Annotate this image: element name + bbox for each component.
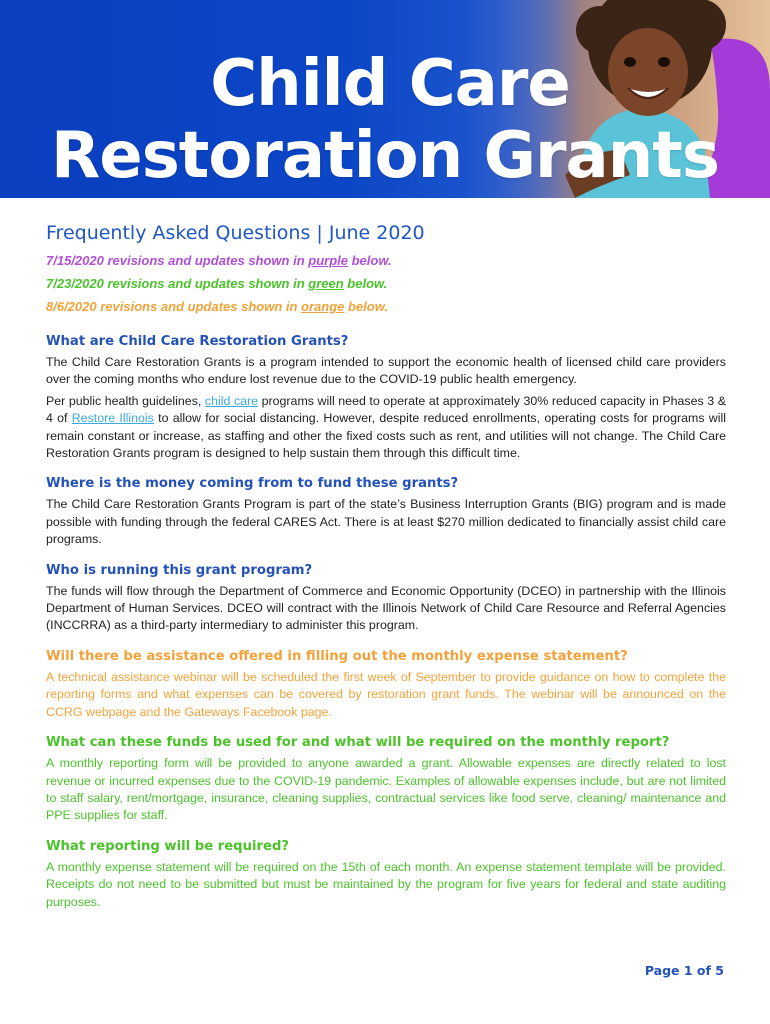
faq-content: [46, 222, 726, 915]
faq-question-2: Where is the money coming from to fund these grants?: [46, 476, 459, 492]
child-care-link[interactable]: child care: [204, 393, 259, 408]
faq-answer-5: A monthly reporting form will be provided to anyone awarded a grant. Allowable expenses are directly related to lost revenue or incurred expenses due to the COVID-19 pandemic. Examples of allowable expenses include, but are not limited to staff salary, rent/mortgage, insurance, cleaning supplies, contractual services like food serve, cleaning/ maintenance and PPE supplies for staff.: [46, 756, 726, 823]
page-number: Page 1 of 5: [644, 963, 724, 978]
title-line-2: Restoration Grants: [51, 119, 719, 193]
faq-answer-1-para-1: The Child Care Restoration Grants is a program intended to support the economic health of licensed child care providers over the coming months who endure lost revenue due to the COVID-19 public health emergency.: [46, 355, 726, 387]
faq-question-6: What reporting will be required?: [46, 838, 290, 854]
document-title: [0, 48, 770, 192]
faq-answer-1-para-2: Per public health guidelines, child care programs will need to operate at approximately 30% reduced capacity in Phases 3 & 4 of Restore Illinois to allow for social distancing. However, despite reduced enrollments, operating costs for programs will remain constant or increase, as staffing and other the fixed costs such as rent, and utilities will not change. The Child Care Restoration Grants program is designed to help sustain them through this difficult time.: [46, 393, 726, 461]
faq-question-1: What are Child Care Restoration Grants?: [46, 334, 349, 349]
faq-question-3: Who is running this grant program?: [46, 562, 313, 578]
revision-note-green: 7/23/2020 revisions and updates shown in green below.: [46, 276, 388, 291]
faq-answer-3: The funds will flow through the Department of Commerce and Economic Opportunity (DCEO) in partnership with the Illinois Department of Human Services. DCEO will contract with the Illinois Network of Child Care Resource and Referral Agencies (INCCRRA) as a third-party intermediary to administer this program.: [46, 583, 726, 633]
faq-answer-6: A monthly expense statement will be required on the 15th of each month. An expense statement template will be provided. Receipts do not need to be submitted but must be maintained by the program for five years for federal and state auditing purposes.: [46, 859, 726, 909]
faq-question-4: Will there be assistance offered in filling out the monthly expense statement?: [46, 648, 628, 664]
hero-banner: [0, 0, 770, 198]
faq-answer-4: A technical assistance webinar will be scheduled the first week of September to provide guidance on how to complete the reporting forms and what expenses can be covered by restoration grant funds. The webinar will be announced on the CCRG webpage and the Gateways Facebook page.: [46, 669, 726, 719]
faq-answer-2: The Child Care Restoration Grants Program is part of the state’s Business Interruption Grants (BIG) program and is made possible with funding through the federal CARES Act. There is at least $270 million dedicated to financially assist child care programs.: [46, 497, 726, 547]
faq-question-5: What can these funds be used for and what will be required on the monthly report?: [46, 735, 670, 751]
revision-note-orange: 8/6/2020 revisions and updates shown in orange below.: [46, 299, 388, 314]
restore-illinois-link[interactable]: Restore Illinois: [71, 411, 154, 426]
revision-note-purple: 7/15/2020 revisions and updates shown in purple below.: [46, 253, 392, 268]
title-line-1: Child Care: [210, 47, 570, 121]
page-subtitle: Frequently Asked Questions | June 2020: [46, 222, 425, 244]
